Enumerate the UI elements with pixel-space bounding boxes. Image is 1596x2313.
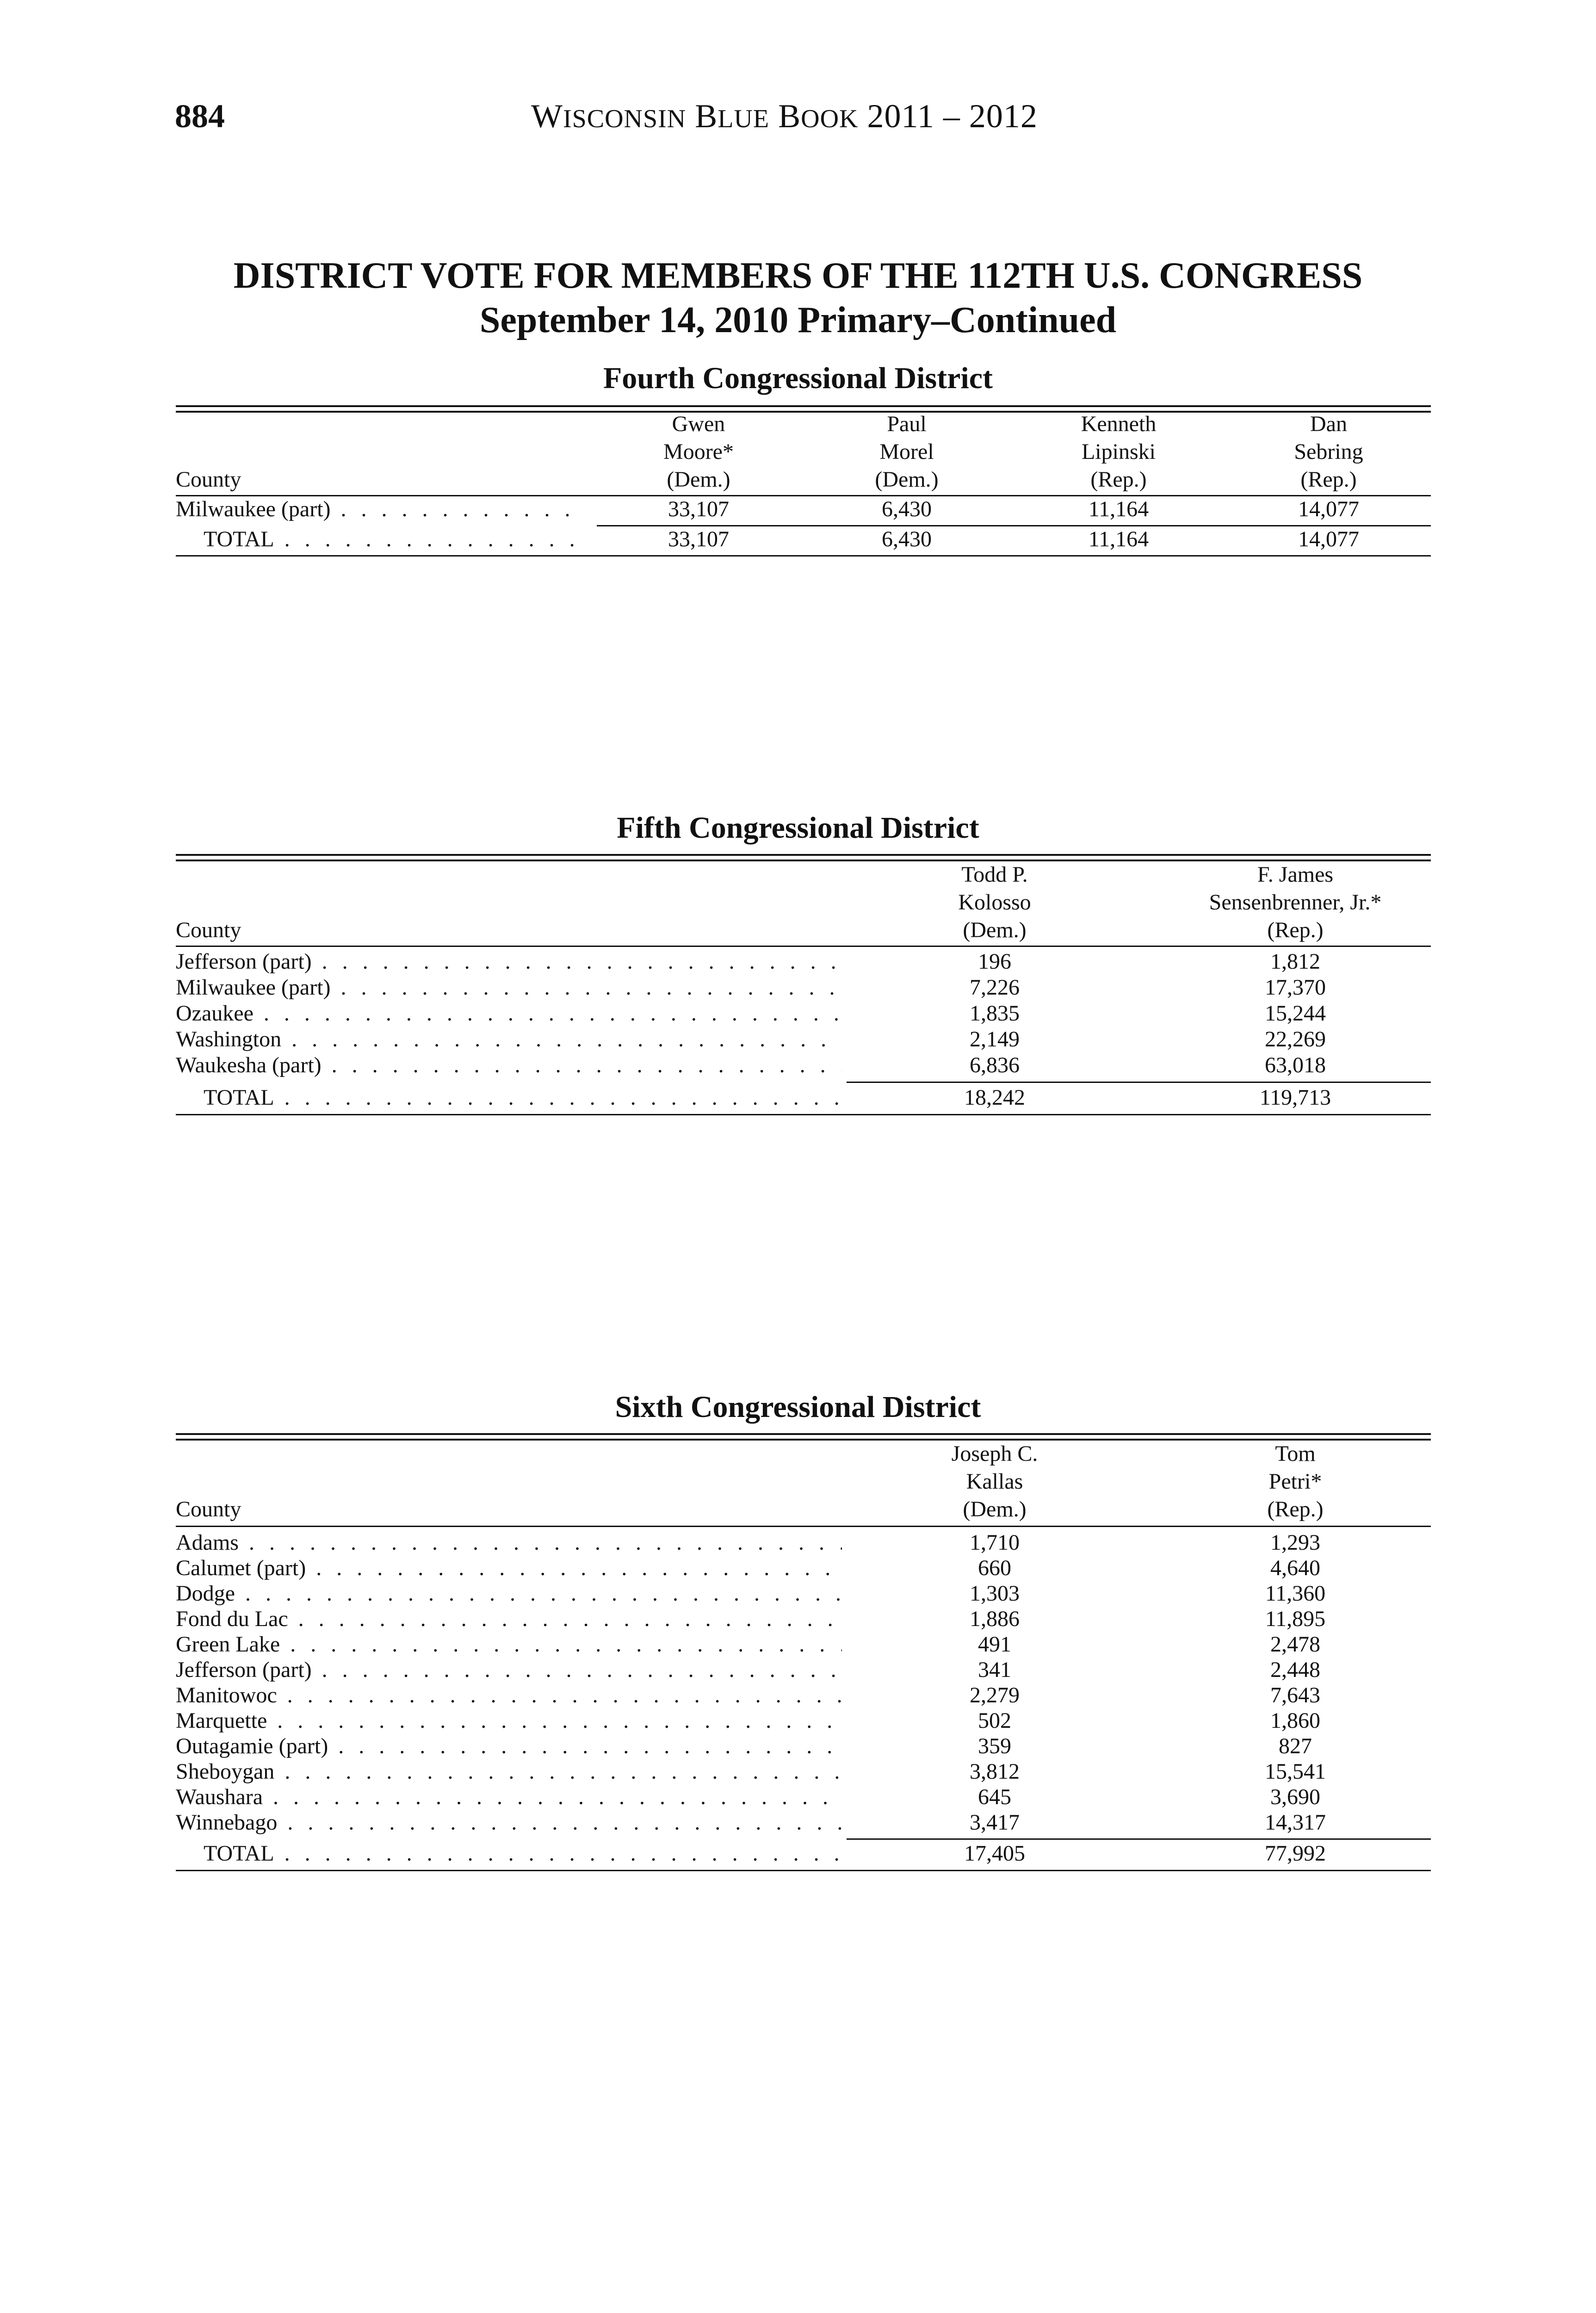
table-bottom-rule	[176, 1870, 1431, 1871]
candidate-last-name: Petri*	[1268, 1469, 1322, 1494]
county-column-header: County	[176, 467, 241, 492]
candidate-party: (Rep.)	[1267, 918, 1324, 942]
vote-cell: 1,303	[970, 1581, 1020, 1606]
table-bottom-rule	[176, 1114, 1431, 1115]
candidate-first-name: Paul	[887, 412, 927, 436]
total-cell: 33,107	[668, 527, 729, 551]
total-cell: 6,430	[882, 527, 932, 551]
vote-cell: 645	[978, 1785, 1011, 1809]
running-head: WISCONSIN BLUE BOOK 2011 – 2012	[531, 98, 1038, 135]
vote-cell: 4,640	[1270, 1556, 1320, 1580]
vote-cell: 6,836	[970, 1053, 1020, 1077]
vote-cell: 196	[978, 949, 1011, 974]
candidate-party: (Rep.)	[1267, 1497, 1324, 1521]
candidate-first-name: Tom	[1275, 1441, 1316, 1466]
table-row-label: Jefferson (part) . . .	[176, 948, 842, 975]
vote-cell: 1,835	[970, 1001, 1020, 1026]
table-row-label: Dodge . . .	[176, 1580, 842, 1607]
vote-cell: 6,430	[882, 497, 932, 521]
vote-cell: 15,244	[1265, 1001, 1326, 1026]
candidate-party: (Rep.)	[1090, 467, 1147, 492]
vote-cell: 660	[978, 1556, 1011, 1580]
vote-cell: 14,077	[1298, 497, 1359, 521]
table-row-label: Outagamie (part) . . .	[176, 1733, 842, 1760]
candidate-last-name: Sebring	[1294, 439, 1363, 464]
candidate-last-name: Lipinski	[1081, 439, 1156, 464]
vote-cell: 341	[978, 1657, 1011, 1682]
vote-cell: 7,643	[1270, 1683, 1320, 1707]
vote-cell: 17,370	[1265, 975, 1326, 1000]
vote-cell: 22,269	[1265, 1027, 1326, 1051]
total-row-label: TOTAL . . .	[204, 1084, 842, 1111]
total-row-label: TOTAL . . .	[204, 1840, 842, 1867]
vote-cell: 2,149	[970, 1027, 1020, 1051]
vote-cell: 1,886	[970, 1607, 1020, 1631]
candidate-party: (Dem.)	[963, 1497, 1027, 1521]
table-bottom-rule	[176, 555, 1431, 557]
subtotal-rule	[847, 1082, 1431, 1083]
candidate-first-name: Todd P.	[961, 862, 1028, 887]
vote-cell: 1,293	[1270, 1530, 1320, 1555]
vote-cell: 2,279	[970, 1683, 1020, 1707]
sixth-district-title: Sixth Congressional District	[615, 1390, 981, 1424]
candidate-last-name: Sensenbrenner, Jr.*	[1209, 890, 1382, 915]
county-column-header: County	[176, 1497, 241, 1521]
vote-cell: 11,164	[1088, 497, 1149, 521]
double-rule-top	[176, 405, 1431, 407]
vote-cell: 3,690	[1270, 1785, 1320, 1809]
total-cell: 11,164	[1088, 527, 1149, 551]
vote-cell: 14,317	[1265, 1810, 1326, 1835]
table-row-label: Milwaukee (part) . . .	[176, 496, 583, 523]
page-subtitle: September 14, 2010 Primary–Continued	[479, 300, 1117, 340]
candidate-party: (Rep.)	[1300, 467, 1357, 492]
total-cell: 77,992	[1265, 1841, 1326, 1866]
total-cell: 17,405	[964, 1841, 1025, 1866]
vote-cell: 2,448	[1270, 1657, 1320, 1682]
candidate-first-name: F. James	[1257, 862, 1334, 887]
double-rule-top	[176, 854, 1431, 856]
candidate-party: (Dem.)	[875, 467, 939, 492]
table-row-label: Milwaukee (part) . . .	[176, 974, 842, 1001]
vote-cell: 33,107	[668, 497, 729, 521]
table-row-label: Waukesha (part) . . .	[176, 1052, 842, 1079]
candidate-party: (Dem.)	[963, 918, 1027, 942]
candidate-last-name: Kolosso	[958, 890, 1031, 915]
fourth-district-title: Fourth Congressional District	[603, 361, 993, 395]
total-cell: 18,242	[964, 1085, 1025, 1110]
vote-cell: 11,360	[1265, 1581, 1326, 1606]
vote-cell: 359	[978, 1734, 1011, 1758]
table-row-label: Marquette . . .	[176, 1707, 842, 1734]
county-column-header: County	[176, 918, 241, 942]
vote-cell: 1,710	[970, 1530, 1020, 1555]
fifth-district-title: Fifth Congressional District	[617, 811, 979, 845]
table-row-label: Green Lake . . .	[176, 1631, 842, 1658]
subtotal-rule	[847, 1838, 1431, 1840]
vote-cell: 1,812	[1270, 949, 1320, 974]
vote-cell: 3,812	[970, 1759, 1020, 1784]
vote-cell: 2,478	[1270, 1632, 1320, 1657]
vote-cell: 15,541	[1265, 1759, 1326, 1784]
table-row-label: Sheboygan . . .	[176, 1758, 842, 1785]
double-rule-top	[176, 1433, 1431, 1435]
total-row-label: TOTAL . . .	[204, 526, 583, 553]
header-rule	[176, 1526, 1431, 1527]
candidate-party: (Dem.)	[667, 467, 730, 492]
total-cell: 14,077	[1298, 527, 1359, 551]
vote-cell: 1,860	[1270, 1708, 1320, 1733]
page-title: DISTRICT VOTE FOR MEMBERS OF THE 112TH U.S. CONGRESS	[233, 255, 1363, 296]
vote-cell: 11,895	[1265, 1607, 1326, 1631]
table-row-label: Adams . . .	[176, 1529, 842, 1556]
candidate-first-name: Kenneth	[1081, 412, 1157, 436]
table-row-label: Calumet (part) . . .	[176, 1555, 842, 1582]
header-rule	[176, 946, 1431, 947]
candidate-last-name: Kallas	[966, 1469, 1023, 1494]
vote-cell: 491	[978, 1632, 1011, 1657]
vote-cell: 63,018	[1265, 1053, 1326, 1077]
table-row-label: Winnebago . . .	[176, 1809, 842, 1836]
candidate-first-name: Dan	[1310, 412, 1347, 436]
candidate-first-name: Gwen	[672, 412, 725, 436]
vote-cell: 7,226	[970, 975, 1020, 1000]
table-row-label: Manitowoc . . .	[176, 1682, 842, 1709]
vote-cell: 827	[1279, 1734, 1312, 1758]
vote-cell: 3,417	[970, 1810, 1020, 1835]
vote-cell: 502	[978, 1708, 1011, 1733]
candidate-last-name: Moore*	[663, 439, 734, 464]
candidate-last-name: Morel	[879, 439, 934, 464]
page-number: 884	[175, 98, 225, 135]
table-row-label: Ozaukee . . .	[176, 1000, 842, 1027]
total-cell: 119,713	[1259, 1085, 1331, 1110]
table-row-label: Waushara . . .	[176, 1784, 842, 1811]
table-row-label: Jefferson (part) . . .	[176, 1657, 842, 1683]
candidate-first-name: Joseph C.	[951, 1441, 1038, 1466]
table-row-label: Washington . . .	[176, 1026, 842, 1053]
table-row-label: Fond du Lac . . .	[176, 1606, 842, 1633]
